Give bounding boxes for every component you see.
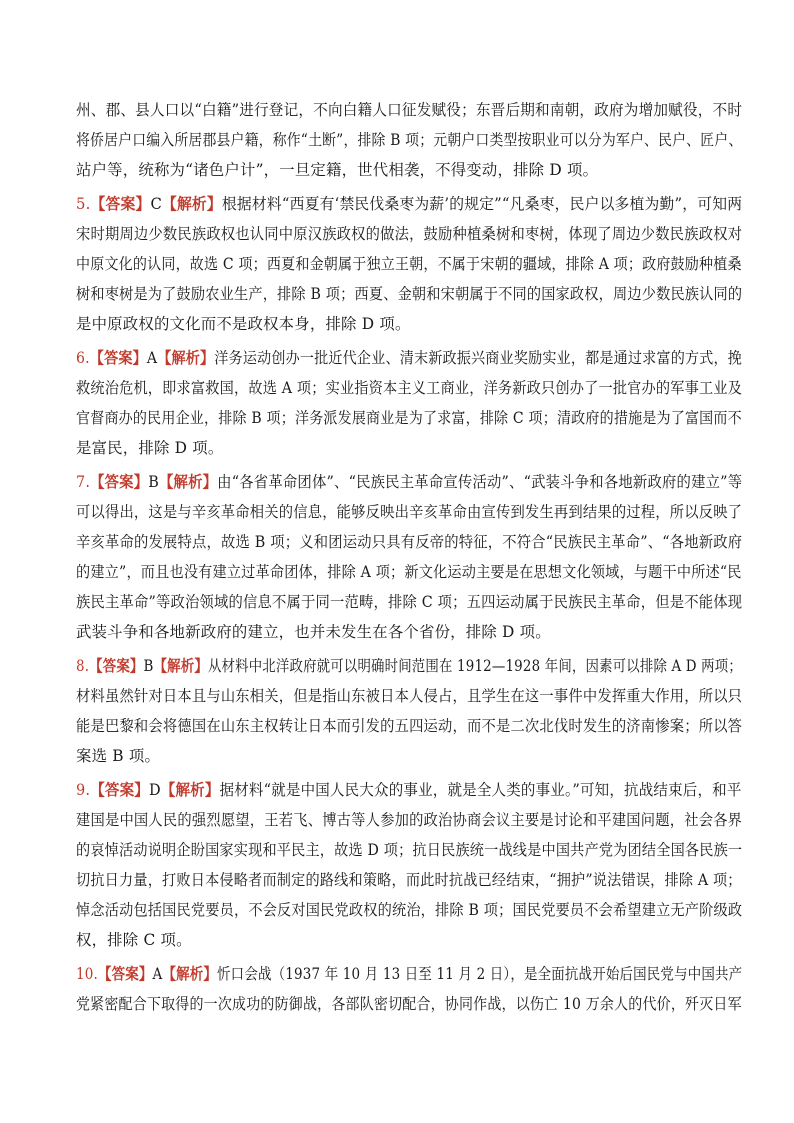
text-line	[76, 898, 742, 920]
line-text: 是富民，排除 D 项。	[76, 439, 224, 457]
line-text: 切抗日力量，打败日本侵略者而制定的路线和策略，而此时抗战已经结束，“拥护”说法错误，排除 A 项；	[76, 871, 742, 889]
question-number: 5.	[76, 195, 91, 213]
text-line	[76, 436, 223, 458]
line-text: 建国是中国人民的强烈愿望，王若飞、博古等人参加的政治协商会议主要是讨论和平建国问题，社会各界	[76, 811, 743, 829]
line-text: 官督商办的民用企业，排除 B 项；洋务派发展商业是为了求富，排除 C 项；清政府的措施是为了富国而不	[76, 409, 742, 427]
text-line	[76, 620, 551, 642]
text-line	[76, 744, 160, 766]
question-number: 8.	[76, 657, 90, 675]
line-text: 辛亥革命的发展特点，故选 B 项；义和团运动只具有反帝的特征，不符合“民族民主革命”、“各地新政府	[76, 533, 743, 551]
answer-tag: 【答案】	[90, 195, 151, 213]
question-line	[76, 470, 742, 492]
question-line	[76, 962, 742, 984]
question-line	[76, 346, 742, 368]
text-line	[76, 560, 742, 582]
question-number: 6.	[76, 349, 90, 367]
text-line	[76, 868, 742, 890]
text-line	[76, 928, 192, 950]
answer-value: A	[152, 965, 163, 983]
line-text: 救统治危机，即求富救国，故选 A 项；实业指资本主义工商业，洋务新政只创办了一批官办的军事工业及	[76, 379, 743, 397]
text-line	[76, 282, 742, 304]
text-line	[76, 406, 742, 428]
text-line	[76, 530, 742, 552]
line-text: 党紧密配合下取得的一次成功的防御战，各部队密切配合，协同作战，以伤亡 10 万余人的代价，歼灭日军	[76, 995, 742, 1013]
analysis-tag: 【解析】	[162, 965, 218, 983]
answer-value: B	[143, 657, 154, 675]
line-text: 将侨居户口编入所居郡县户籍，称作“土断”，排除 B 项；元朝户口类型按职业可以分为军户、民户、匠户、	[76, 131, 743, 149]
text-line	[76, 684, 742, 706]
line-text: 的建立”，而且也没有建立过革命团体，排除 A 项；新文化运动主要是在思想文化领域，与题干中所述“民	[76, 563, 742, 581]
question-line	[76, 192, 742, 214]
text-line	[76, 252, 742, 274]
line-text: 中原文化的认同，故选 C 项；西夏和金朝属于独立王朝，不属于宋朝的疆域，排除 A 项；政府鼓励种植桑	[76, 255, 742, 273]
line-text: 站户等，统称为“诸色户计”，一旦定籍，世代相袭，不得变动，排除 D 项。	[76, 161, 599, 179]
answer-value: D	[148, 781, 161, 799]
analysis-tag: 【解析】	[153, 657, 208, 675]
line-text: 由“各省革命团体”、“民族民主革命宣传活动”、“武装斗争和各地新政府的建立”等	[217, 473, 743, 491]
text-line	[76, 128, 742, 150]
line-text: 武装斗争和各地新政府的建立，也并未发生在各个省份，排除 D 项。	[76, 623, 551, 641]
line-text: 权，排除 C 项。	[76, 931, 192, 949]
line-text: 根据材料“西夏有‘禁民伐桑枣为薪’的规定”“凡桑枣，民户以多植为勤”，可知两	[221, 195, 743, 213]
text-line	[76, 98, 742, 120]
question-line	[76, 654, 742, 676]
text-line	[76, 376, 742, 398]
line-text: 的哀悼活动说明企盼国家实现和平民主，故选 D 项；抗日民族统一战线是中国共产党为团结全国各民族一	[76, 841, 743, 859]
text-line	[76, 500, 742, 522]
text-line	[76, 158, 598, 180]
text-line	[76, 312, 411, 334]
line-text: 据材料“就是中国人民大众的事业，就是全人类的事业。”可知，抗战结束后，和平	[219, 781, 742, 799]
question-line	[76, 778, 742, 800]
line-text: 可以得出，这是与辛亥革命相关的信息，能够反映出辛亥革命由宣传到发生再到结果的过程，所以反映了	[76, 503, 743, 521]
question-number: 9.	[76, 781, 91, 799]
question-number: 10.	[76, 965, 98, 983]
line-text: 树和枣树是为了鼓励农业生产，排除 B 项；西夏、金朝和宋朝属于不同的国家政权，周边少数民族认同的	[76, 285, 743, 303]
line-text: 悼念活动包括国民党要员，不会反对国民党政权的统治，排除 B 项；国民党要员不会希望建立无产阶级政	[76, 901, 743, 919]
text-line	[76, 808, 742, 830]
answer-tag: 【答案】	[97, 965, 153, 983]
text-line	[76, 992, 742, 1014]
analysis-tag: 【解析】	[157, 349, 215, 367]
answer-tag: 【答案】	[89, 657, 144, 675]
analysis-tag: 【解析】	[161, 195, 222, 213]
analysis-tag: 【解析】	[160, 781, 220, 799]
line-text: 族民主革命”等政治领域的信息不属于同一范畴，排除 C 项；五四运动属于民族民主革命，但是不能体现	[76, 593, 743, 611]
line-text: 是中原政权的文化而不是政权本身，排除 D 项。	[76, 315, 411, 333]
answer-tag: 【答案】	[89, 349, 147, 367]
question-number: 7.	[76, 473, 91, 491]
analysis-tag: 【解析】	[159, 473, 218, 491]
line-text: 宋时期周边少数民族政权也认同中原汉族政权的做法，鼓励种植桑树和枣树，体现了周边少数民族政权对	[76, 225, 743, 243]
answer-value: A	[146, 349, 158, 367]
line-text: 案选 B 项。	[76, 747, 161, 765]
answer-tag: 【答案】	[90, 473, 149, 491]
answer-tag: 【答案】	[90, 781, 149, 799]
line-text: 洋务运动创办一批近代企业、清末新政振兴商业奖励实业，都是通过求富的方式，挽	[214, 349, 743, 367]
text-line	[76, 590, 742, 612]
line-text: 州、郡、县人口以“白籍”进行登记，不向白籍人口征发赋役；东晋后期和南朝，政府为增加赋役，不时	[76, 101, 743, 119]
line-text: 能是巴黎和会将德国在山东主权转让日本而引发的五四运动，而不是二次北伐时发生的济南惨案；所以答	[76, 717, 743, 735]
answer-value: C	[150, 195, 162, 213]
line-text: 从材料中北洋政府就可以明确时间范围在 1912—1928 年间，因素可以排除 A D 两项；	[207, 657, 742, 675]
text-line	[76, 222, 742, 244]
text-line	[76, 714, 742, 736]
text-line	[76, 838, 742, 860]
line-text: 材料虽然针对日本且与山东相关，但是指山东被日本人侵占，且学生在这一事件中发挥重大作用，所以只	[76, 687, 743, 705]
answer-value: B	[148, 473, 160, 491]
line-text: 忻口会战（1937 年 10 月 13 日至 11 月 2 日），是全面抗战开始后国民党与中国共产	[217, 965, 743, 983]
